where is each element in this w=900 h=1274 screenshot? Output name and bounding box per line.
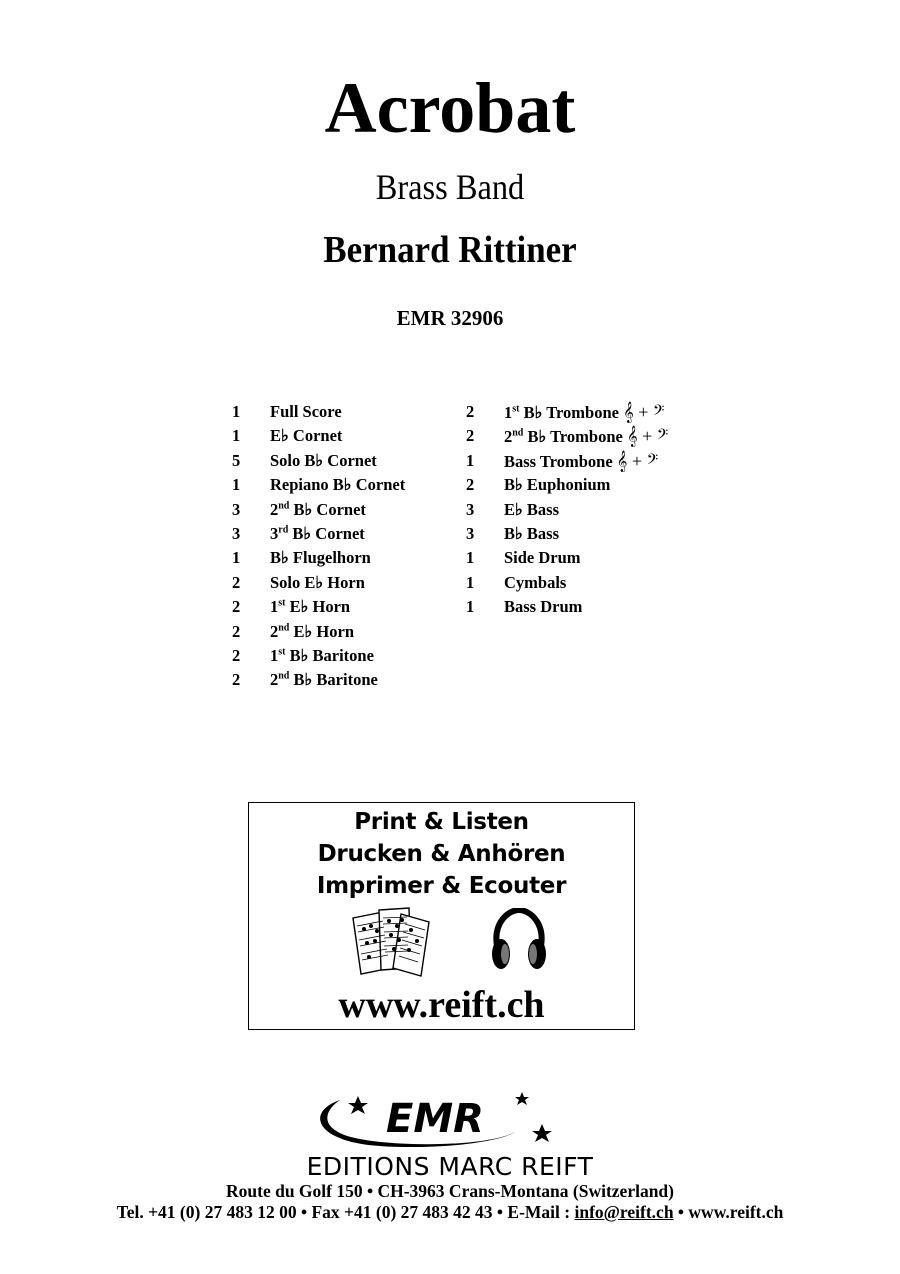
part-ordinal: 3 bbox=[270, 523, 279, 543]
contact-phone-fax: Tel. +41 (0) 27 483 12 00 • Fax +41 (0) 27 483 42 43 • E-Mail : bbox=[116, 1202, 575, 1222]
part-name bbox=[504, 522, 559, 546]
logo-text: EMR bbox=[386, 1096, 484, 1142]
part-quantity: 2 bbox=[232, 572, 241, 592]
part-ordinal: 1 bbox=[270, 645, 279, 665]
part-ordinal-suffix: nd bbox=[278, 500, 290, 512]
part-ordinal: 2 bbox=[504, 427, 513, 447]
publisher-contact bbox=[0, 1201, 900, 1223]
part-name bbox=[504, 473, 610, 497]
clef-icon: 𝄞 + 𝄢 bbox=[626, 426, 669, 447]
part-ordinal-suffix: nd bbox=[512, 427, 524, 439]
part-ordinal: 1 bbox=[270, 597, 279, 617]
part-ordinal: 2 bbox=[270, 670, 279, 690]
part-ordinal-suffix: nd bbox=[278, 622, 290, 634]
composer-name: Bernard Rittiner bbox=[323, 229, 577, 271]
part-quantity: 3 bbox=[466, 523, 475, 543]
part-quantity: 5 bbox=[232, 450, 241, 470]
part-label: Side Drum bbox=[504, 548, 581, 568]
part-label: B♭ Flugelhorn bbox=[270, 548, 371, 568]
part-ordinal-suffix: st bbox=[512, 403, 520, 415]
print-listen-box[interactable] bbox=[248, 802, 635, 1030]
part-name bbox=[504, 424, 668, 449]
part-name bbox=[270, 449, 377, 473]
part-name bbox=[270, 668, 378, 692]
part-name bbox=[504, 400, 664, 425]
clef-icon: 𝄞 + 𝄢 bbox=[623, 402, 665, 422]
part-label: B♭ Baritone bbox=[289, 645, 374, 665]
part-quantity: 1 bbox=[466, 572, 475, 592]
part-quantity: 2 bbox=[466, 475, 475, 495]
part-label: B♭ Cornet bbox=[293, 499, 366, 519]
part-label: Solo E♭ Horn bbox=[270, 572, 365, 592]
part-name bbox=[270, 620, 354, 644]
part-quantity: 2 bbox=[232, 670, 241, 690]
part-quantity: 2 bbox=[232, 645, 241, 665]
part-name bbox=[270, 498, 366, 522]
part-name bbox=[270, 644, 374, 668]
sheet-music-icon bbox=[349, 906, 439, 978]
part-quantity: 2 bbox=[232, 621, 241, 641]
emr-logo-icon bbox=[310, 1090, 560, 1152]
catalog-number: EMR 32906 bbox=[396, 306, 504, 330]
part-name bbox=[270, 473, 405, 497]
part-quantity: 3 bbox=[232, 499, 241, 519]
part-label: E♭ Bass bbox=[504, 499, 560, 519]
part-quantity: 1 bbox=[232, 426, 241, 446]
part-quantity: 1 bbox=[466, 450, 475, 470]
part-quantity: 2 bbox=[232, 597, 241, 617]
part-quantity: 3 bbox=[466, 499, 475, 519]
part-label: B♭ Trombone bbox=[527, 427, 623, 447]
part-name bbox=[504, 546, 581, 570]
part-name bbox=[504, 449, 658, 474]
part-label: B♭ Trombone bbox=[523, 403, 619, 422]
part-quantity: 1 bbox=[232, 475, 241, 495]
part-label: Solo B♭ Cornet bbox=[270, 450, 377, 470]
headphones-icon bbox=[489, 908, 549, 974]
part-label: E♭ Cornet bbox=[270, 426, 343, 446]
promo-url-link[interactable]: www.reift.ch bbox=[338, 984, 545, 1026]
part-name bbox=[270, 400, 342, 424]
part-label: B♭ Cornet bbox=[292, 523, 365, 543]
part-label: B♭ Euphonium bbox=[504, 475, 611, 495]
part-ordinal-suffix: nd bbox=[278, 670, 290, 682]
email-link[interactable]: info@reift.ch bbox=[574, 1202, 674, 1222]
part-ordinal: 2 bbox=[270, 621, 279, 641]
publisher-address: Route du Golf 150 • CH-3963 Crans-Montana (Switzerland) bbox=[226, 1181, 674, 1201]
part-name bbox=[270, 595, 350, 619]
part-label: Full Score bbox=[270, 402, 342, 421]
part-quantity: 2 bbox=[466, 402, 475, 421]
part-name bbox=[270, 546, 371, 570]
part-quantity: 3 bbox=[232, 523, 241, 543]
part-quantity: 1 bbox=[232, 548, 241, 568]
page-title: Acrobat bbox=[324, 68, 576, 148]
part-label: E♭ Horn bbox=[293, 621, 354, 641]
part-label: B♭ Baritone bbox=[293, 670, 378, 690]
part-label: Cymbals bbox=[504, 572, 567, 592]
part-quantity: 1 bbox=[232, 402, 241, 421]
part-name bbox=[270, 571, 365, 595]
part-name bbox=[504, 498, 559, 522]
part-label: Bass Trombone bbox=[504, 451, 613, 471]
part-label: Repiano B♭ Cornet bbox=[270, 475, 406, 495]
part-ordinal-suffix: rd bbox=[278, 524, 289, 536]
part-ordinal-suffix: st bbox=[278, 597, 286, 609]
part-ordinal: 1 bbox=[504, 403, 513, 422]
part-label: Bass Drum bbox=[504, 597, 583, 617]
part-ordinal-suffix: st bbox=[278, 646, 286, 658]
promo-line-english: Print & Listen bbox=[354, 809, 529, 835]
part-name bbox=[504, 595, 582, 619]
part-name bbox=[504, 571, 566, 595]
part-name bbox=[270, 522, 365, 546]
part-quantity: 2 bbox=[466, 426, 475, 446]
promo-icons bbox=[249, 902, 634, 986]
part-label: E♭ Horn bbox=[289, 597, 351, 617]
part-name bbox=[270, 424, 342, 448]
part-quantity: 1 bbox=[466, 548, 475, 568]
part-ordinal: 2 bbox=[270, 499, 279, 519]
promo-line-german: Drucken & Anhören bbox=[317, 841, 566, 867]
part-label: B♭ Bass bbox=[504, 523, 560, 543]
promo-line-french: Imprimer & Ecouter bbox=[316, 873, 567, 899]
page-subtitle: Brass Band bbox=[375, 167, 525, 207]
clef-icon: 𝄞 + 𝄢 bbox=[616, 450, 659, 471]
contact-website[interactable]: • www.reift.ch bbox=[673, 1202, 784, 1222]
publisher-name: EDITIONS MARC REIFT bbox=[306, 1152, 594, 1181]
part-quantity: 1 bbox=[466, 597, 475, 617]
